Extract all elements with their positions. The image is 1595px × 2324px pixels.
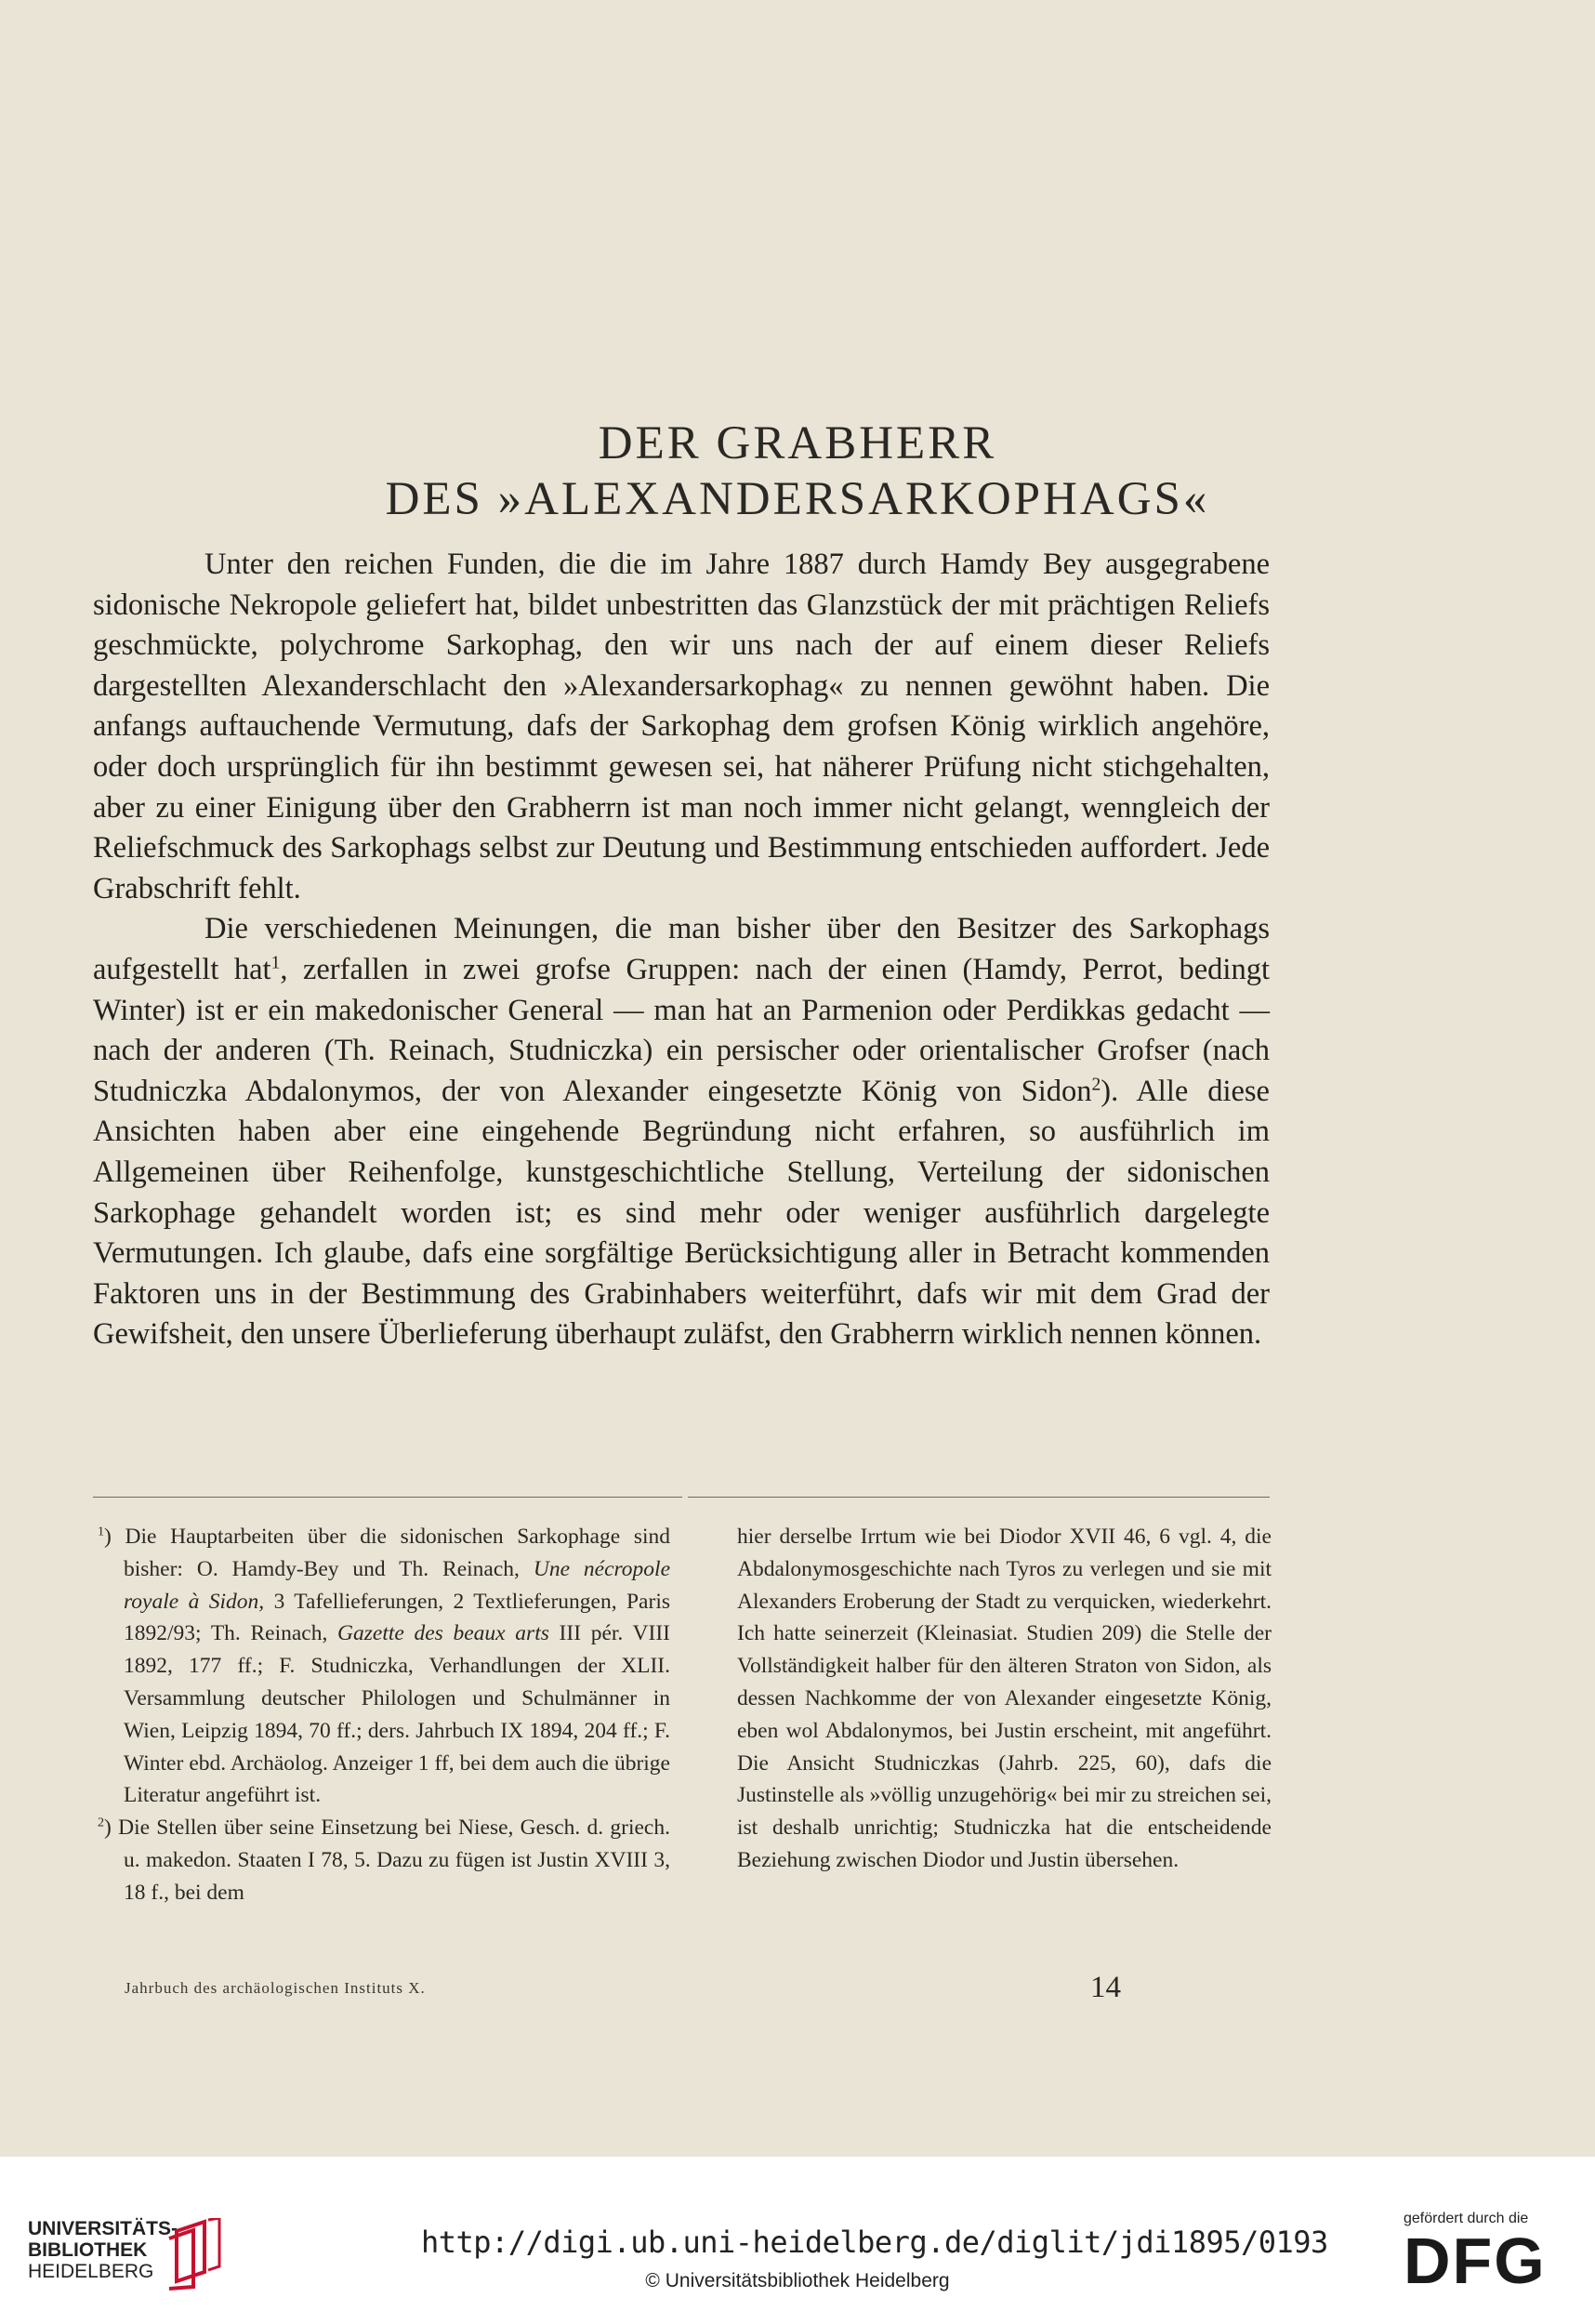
digitization-footer [0,2157,1595,2324]
journal-line: Jahrbuch des archäologischen Instituts X. [125,1979,426,1997]
italic-title: Gazette des beaux arts [337,1621,549,1646]
footnote-rule-left [93,1497,682,1498]
text-run: 3 Tafellieferungen, 2 Textlieferungen, Paris 1892/93; Th. Reinach, [124,1589,670,1646]
footnote-2-continuation: hier derselbe Irrtum wie bei Diodor XVII 46, 6 vgl. 4, die Abdalonymosgeschichte nach Tyros zu verlegen und sie mit Alexanders Eroberung der Stadt zu verquicken, wiederkehrt. Ich hatte seinerzeit (Kleinasiat. Studien 209) die Stelle der Vollständigkeit halber für den älteren Straton von Sidon, als dessen Nachkomme der von Alexander eingesetzte König, eben wol Abdalonymos, bei Justin erscheint, mit angeführt. Die Ansicht Studniczkas (Jahrb. 225, 60), dafs die Justinstelle als »völlig unzugehörig« bei mir zu streichen sei, ist deshalb unrichtig; Studniczka hat die entscheidende Beziehung zwischen Diodor und Justin übersehen. [737,1525,1272,1872]
text-run: Die verschiedenen Meinungen, die man bisher über den Besitzer des Sarkophags aufgestellt hat [93,912,1270,986]
article-title-line1: DER GRABHERR [598,417,997,469]
dfg-logo-icon [1404,2229,1562,2291]
library-name-line2: BIBLIOTHEK [28,2239,148,2261]
footnote [98,1521,670,1812]
text-run: ) Die Hauptarbeiten über die sidonischen Sarkophage sind bisher: O. Hamdy-Bey und Th. Reinach, [104,1525,670,1581]
text-run: ). Alle diese Ansichten haben aber eine eingehende Begründung nicht erfahren, so ausführlich im Allgemeinen über Reihenfolge, kunstgeschichtliche Stellung, Verteilung der sidonischen Sarkophage gehandelt worden ist; es sind mehr oder weniger ausführlich dargelegte Vermutungen. Ich glaube, dafs eine sorgfältige Berücksichtigung aller in Betracht kommenden Faktoren uns in der Bestimmung des Grabinhabers weiterführt, dafs wir mit dem Grad der Gewifsheit, den unsere Überlieferung überhaupt zuläfst, den Grabherrn wirklich nennen können. [93,1074,1270,1352]
library-name-line3: HEIDELBERG [28,2261,154,2282]
text-run: , zerfallen in zwei grofse Gruppen: nach der einen (Hamdy, Perrot, bedingt Winter) ist er ein makedonischer General — man hat an Parmenion oder Perdikkas gedacht — nach der anderen (Th. Reinach, Studniczka) ein persischer oder orientalischer Grofser (nach Studniczka Abdalonymos, der von Alexander eingesetzte König von Sidon [93,952,1270,1108]
dfg-logo-text: DFG [1404,2229,1547,2291]
permalink-url[interactable]: http://digi.ub.uni-heidelberg.de/diglit/jdi1895/0193 [421,2225,1328,2260]
text-run: Unter den reichen Funden, die die im Jahre 1887 durch Hamdy Bey ausgegrabene sidonische Nekropole geliefert hat, bildet unbestritten das Glanzstück der mit prächtigen Reliefs geschmückte, polychrome Sarkophag, den wir uns nach der auf einem dieser Reliefs dargestellten Alexanderschlacht den »Alexandersarkophag« zu nennen gewöhnt haben. Die anfangs auftauchende Vermutung, dafs der Sarkophag dem grofsen König wirklich angehöre, oder doch ursprünglich für ihn bestimmt gewesen sei, hat näherer Prüfung nicht stichgehalten, aber zu einer Einigung über den Grabherrn ist man noch immer nicht gelangt, wenngleich der Reliefschmuck des Sarkophags selbst zur Deutung und Bestimmung entschieden auffordert. Jede Grabschrift fehlt. [93,548,1270,905]
body-paragraph [93,545,1270,909]
footnote-ref: 2 [1091,1075,1101,1095]
footnotes-right-column [737,1521,1272,1877]
page-number: 14 [1090,1971,1121,2004]
text-run: III pér. VIII 1892, 177 ff.; F. Studniczka, Verhandlungen der XLII. Versammlung deutscher Philologen und Schulmänner in Wien, Leipzig 1894, 70 ff.; ders. Jahrbuch IX 1894, 204 ff.; F. Winter ebd. Archäolog. Anzeiger 1 ff, bei dem auch die übrige Literatur angeführt ist. [124,1621,671,1808]
footnote-ref: 1 [98,1524,105,1539]
footnotes-left-column [98,1521,670,1909]
footnote [98,1812,670,1908]
footnote-rule-right [688,1497,1270,1498]
italic-title: Une nécropole royale à Sidon, [124,1556,671,1614]
footnote-ref: 1 [270,953,281,973]
library-name-line1: UNIVERSITÄTS- [28,2218,178,2239]
footnote-ref: 2 [98,1815,105,1830]
body-paragraph [93,909,1270,1355]
text-run: ) Die Stellen über seine Einsetzung bei Niese, Gesch. d. griech. u. makedon. Staaten I 78, 5. Dazu zu fügen ist Justin XVIII 3, 18 f., bei dem [104,1816,670,1905]
article-body [93,545,1270,1355]
dfg-caption: gefördert durch die [1404,2211,1529,2226]
copyright-notice: © Universitätsbibliothek Heidelberg [645,2270,950,2291]
article-title-line2: DES »ALEXANDERSARKOPHAGS« [385,473,1210,525]
